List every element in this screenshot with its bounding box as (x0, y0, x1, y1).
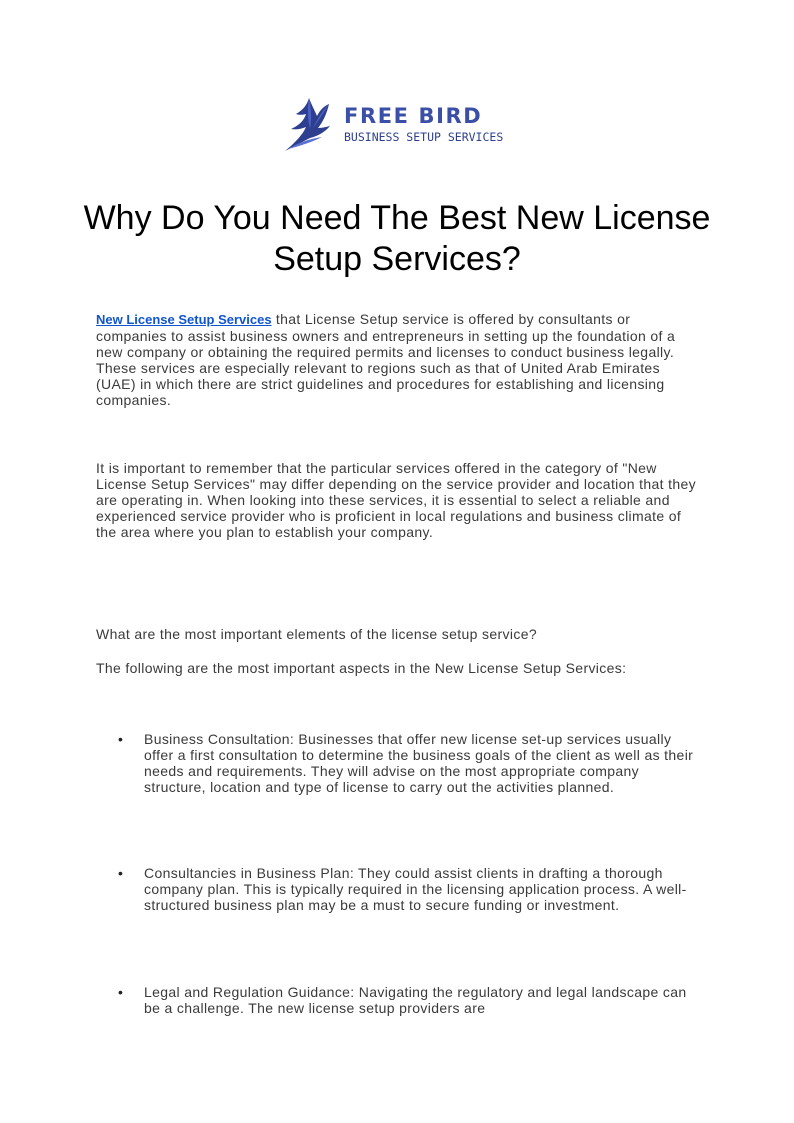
list-item-text: Business Consultation: Businesses that offer new license set-up services usually offer a first consultation to determine the business goals of the client as well as their needs and requirements. They will advise on the most appropriate company structure, location and type of license to carry out the activities planned. (144, 731, 694, 795)
bullet-icon: • (118, 865, 123, 881)
bird-icon (282, 96, 332, 154)
logo-wordmark: FREE BIRD (344, 104, 483, 128)
company-logo (282, 96, 522, 156)
lead-in-text: The following are the most important aspects in the New License Setup Services: (96, 660, 627, 676)
list-item-text: Consultancies in Business Plan: They could assist clients in drafting a thorough company plan. This is typically required in the licensing application process. A well-structured business plan may be a must to secure funding or investment. (144, 865, 687, 913)
question-heading: What are the most important elements of the license setup service? (96, 626, 537, 642)
bullet-icon: • (118, 731, 123, 747)
paragraph-service-provider: It is important to remember that the particular services offered in the category of "New License Setup Services" may differ depending on the service provider and location that they are operating in. When looking into these services, it is essential to select a reliable and experienced service provider who is proficient in local regulations and business climate of the area where you plan to establish your company. (96, 460, 697, 540)
intro-paragraph (96, 311, 696, 408)
list-item-text: Legal and Regulation Guidance: Navigating the regulatory and legal landscape can be a challenge. The new license setup providers are (144, 984, 687, 1016)
bullet-icon: • (118, 984, 123, 1000)
intro-text: that License Setup service is offered by consultants or companies to assist business owners and entrepreneurs in setting up the foundation of a new company or obtaining the required permits and licenses to conduct business legally. These services are especially relevant to regions such as that of United Arab Emirates (UAE) in which there are strict guidelines and procedures for establishing and licensing companies. (96, 311, 676, 408)
logo-tagline: BUSINESS SETUP SERVICES (344, 130, 504, 144)
new-license-setup-services-link[interactable]: New License Setup Services (96, 312, 272, 327)
page-title: Why Do You Need The Best New License Setup Services? (83, 199, 711, 278)
